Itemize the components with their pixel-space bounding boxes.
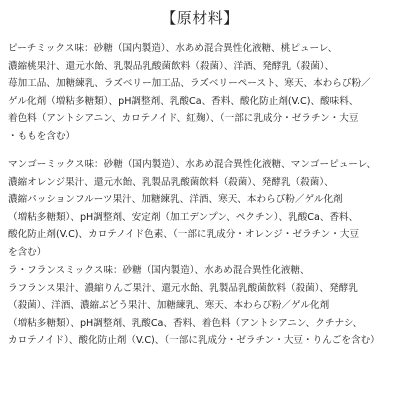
la-france-mix-ingredients (8, 262, 394, 350)
ingredient-line: 濃縮パッションフルーツ果汁、加糖練乳、洋酒、寒天、本わらび粉／ゲル化剤 (8, 194, 343, 206)
ingredient-line: 濃縮桃果汁、還元水飴、乳製品乳酸菌飲料（殺菌）、洋酒、発酵乳（殺菌）、 (8, 60, 335, 72)
mango-mix-ingredients (8, 156, 394, 262)
ingredient-line: 着色料（アントシアニン、カロテノイド、紅麹）、（一部に乳成分・ゼラチン・大豆 (8, 113, 359, 125)
ingredient-line: 酸化防止剤(V.C)、カロテノイド色素、（一部に乳成分・オレンジ・ゼラチン・大豆 (8, 229, 360, 241)
ingredient-line: を含む） (8, 246, 47, 258)
ingredient-line: カロテノイド）、酸化防止剤（V.C)、（一部に乳成分・ゼラチン・大豆・りんごを含む） (8, 335, 380, 347)
ingredient-line: （増粘多糖類）、pH調整剤、乳酸Ca、香料、着色料（アントシアニン、クチナシ、 (8, 317, 363, 329)
ingredient-line: 濃縮オレンジ果汁、還元水飴、乳製品乳酸菌飲料（殺菌）、発酵乳（殺菌）、 (8, 176, 334, 188)
ingredient-line: ・ももを含む） (8, 130, 76, 142)
ingredient-line: ラ・フランスミックス味：砂糖（国内製造）、水あめ混合異性化液糖、 (8, 265, 310, 276)
ingredient-line: マンゴーミックス味：砂糖（国内製造）、水あめ混合異性化液糖、マンゴーピューレ、 (8, 159, 377, 170)
ingredient-line: ピーチミックス味：砂糖（国内製造）、水あめ混合異性化液糖、桃ピューレ、 (8, 43, 338, 54)
ingredient-line: ラフランス果汁、濃縮りんご果汁、還元水飴、乳製品乳酸菌飲料（殺菌）、発酵乳 (8, 282, 358, 294)
peach-mix-ingredients (8, 40, 394, 146)
ingredient-line: （殺菌）、洋酒、濃縮ぶどう果汁、加糖練乳、寒天、本わらび粉／ゲル化剤 (8, 300, 330, 312)
ingredients-title: 【原材料】 (161, 9, 239, 27)
ingredient-line: ゲル化剤（増粘多糖類）、pH調整剤、乳酸Ca、香料、酸化防止剤(V.C)、酸味料、 (8, 95, 359, 107)
ingredient-line: （増粘多糖類）、pH調整剤、安定剤（加工デンプン、ペクチン）、乳酸Ca、香料、 (8, 211, 359, 223)
ingredient-line: 苺加工品、加糖練乳、ラズベリー加工品、ラズベリーペースト、寒天、本わらび粉／ (8, 78, 371, 90)
